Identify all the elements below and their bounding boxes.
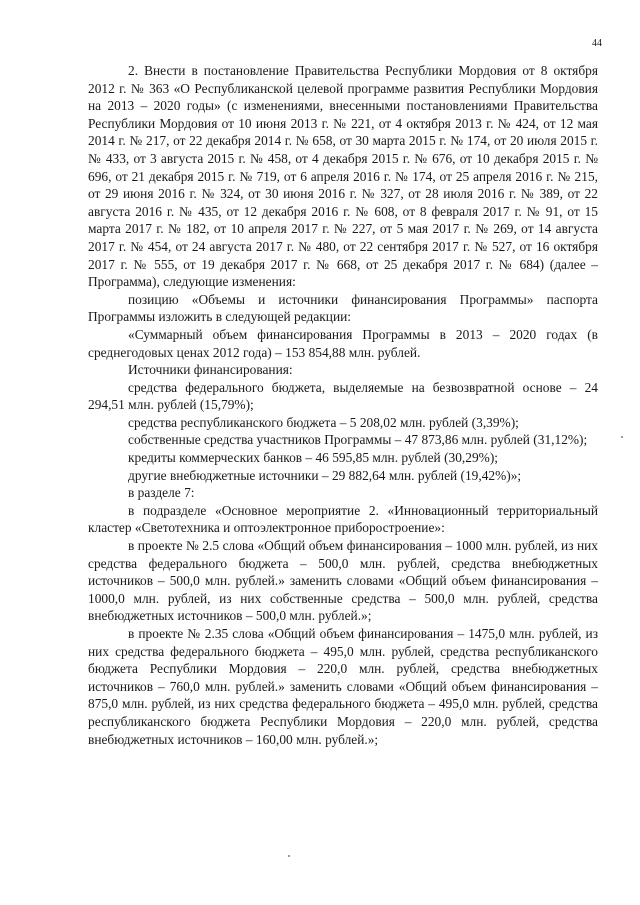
paragraph-funding-sources-heading: Источники финансирования: (128, 362, 293, 378)
paragraph-bank-credits: кредиты коммерческих банков – 46 595,85 млн. рублей (30,29%); (128, 450, 498, 466)
scan-speck (621, 436, 623, 438)
paragraph-project-2-35: в проекте № 2.35 слова «Общий объем финансирования – 1475,0 млн. рублей, из них средства федерального бюджета – 495,0 млн. рублей, средства республиканского бюджета Республики Мордовия – 220,0 млн. рублей, средства внебюджетных источников – 760,0 млн. рублей.» заменить словами «Общий объем финансирования – 875,0 млн. рублей, из них средства федерального бюджета – 495,0 млн. рублей, средства республиканского бюджета Республики Мордовия – 220,0 млн. рублей, средства внебюджетных источников – 160,00 млн. рублей.»; (88, 626, 598, 747)
paragraph-position-statement: позицию «Объемы и источники финансирования Программы» паспорта Программы изложить в следующей редакции: (88, 291, 598, 325)
paragraph-total-funding: «Суммарный объем финансирования Программы в 2013 – 2020 годах (в среднегодовых ценах 2012 года) – 153 854,88 млн. рублей. (88, 326, 598, 360)
paragraph-project-2-5: в проекте № 2.5 слова «Общий объем финансирования – 1000 млн. рублей, из них средства федерального бюджета – 500,0 млн. рублей, средства внебюджетных источников – 500,0 млн. рублей.» заменить словами «Общий объем финансирования – 1000,0 млн. рублей, из них собственные средства – 500,0 млн. рублей, средства внебюджетных источников – 500,0 млн. рублей.»; (88, 538, 598, 624)
page-number: 44 (592, 38, 602, 49)
paragraph-amendment-intro: 2. Внести в постановление Правительства Республики Мордовия от 8 октября 2012 г. № 363 «О Республиканской целевой программе развития Республики Мордовия на 2013 – 2020 годы» (с изменениями, внесенными постановлениями Правительства Республики Мордовия от 10 июня 2013 г. № 221, от 4 октября 2013 г. № 424, от 12 мая 2014 г. № 217, от 22 декабря 2014 г. № 658, от 30 марта 2015 г. № 174, от 20 июля 2015 г. № 433, от 3 августа 2015 г. № 458, от 4 декабря 2015 г. № 676, от 10 декабря 2015 г. № 696, от 21 декабря 2015 г. № 719, от 6 апреля 2016 г. № 174, от 25 апреля 2016 г. № 215, от 29 июня 2016 г. № 324, от 30 июня 2016 г. № 327, от 28 июля 2016 г. № 389, от 22 августа 2016 г. № 435, от 12 декабря 2016 г. № 608, от 8 февраля 2017 г. № 91, от 15 марта 2017 г. № 182, от 10 апреля 2017 г. № 227, от 5 мая 2017 г. № 269, от 14 августа 2017 г. № 454, от 24 августа 2017 г. № 480, от 22 сентября 2017 г. № 527, от 16 октября 2017 г. № 555, от 19 декабря 2017 г. № 668, от 25 декабря 2017 г. № 684) (далее – Программа), следующие изменения: (88, 63, 598, 290)
paragraph-own-funds: собственные средства участников Программы – 47 873,86 млн. рублей (31,12%); (128, 432, 588, 448)
document-body (88, 62, 598, 748)
paragraph-other-sources: другие внебюджетные источники – 29 882,64 млн. рублей (19,42%)»; (128, 467, 522, 483)
scan-speck (288, 855, 290, 857)
paragraph-republican-budget: средства республиканского бюджета – 5 208,02 млн. рублей (3,39%); (128, 414, 519, 430)
paragraph-section-7: в разделе 7: (128, 485, 195, 501)
paragraph-federal-budget: средства федерального бюджета, выделяемые на безвозвратной основе – 24 294,51 млн. рублей (15,79%); (88, 379, 598, 413)
paragraph-subsection-cluster: в подразделе «Основное мероприятие 2. «Инновационный территориальный кластер «Светотехника и оптоэлектронное приборостроение»: (88, 502, 598, 536)
